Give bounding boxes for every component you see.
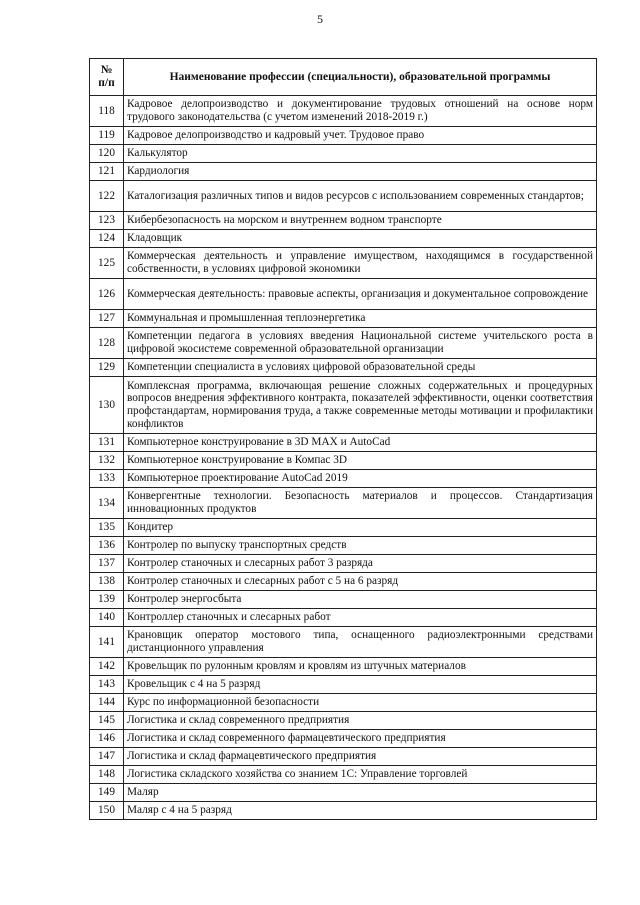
row-program-name: Коммерческая деятельность и управление имуществом, находящимся в государственной собственности, в условиях цифровой экономики [124,248,597,279]
table-row [90,694,597,712]
row-number: 145 [90,712,124,730]
row-program-name: Кондитер [124,519,597,537]
table-row [90,658,597,676]
row-program-name: Кровельщик с 4 на 5 разряд [124,676,597,694]
row-number: 146 [90,730,124,748]
table-row [90,784,597,802]
table-row [90,163,597,181]
row-number: 148 [90,766,124,784]
professions-table [89,58,597,820]
table-row [90,145,597,163]
row-number: 132 [90,452,124,470]
table-row [90,712,597,730]
table-row [90,328,597,359]
row-program-name: Компьютерное конструирование в 3D MAX и AutoCad [124,434,597,452]
row-number: 124 [90,230,124,248]
row-program-name: Логистика складского хозяйства со знанием 1С: Управление торговлей [124,766,597,784]
table-row [90,248,597,279]
row-program-name: Крановщик оператор мостового типа, оснащенного радиоэлектронными средствами дистанционного управления [124,627,597,658]
row-program-name: Кровельщик по рулонным кровлям и кровлям из штучных материалов [124,658,597,676]
row-number: 140 [90,609,124,627]
row-number: 131 [90,434,124,452]
row-program-name: Маляр [124,784,597,802]
row-program-name: Компетенции специалиста в условиях цифровой образовательной среды [124,359,597,377]
row-number: 120 [90,145,124,163]
row-program-name: Кладовщик [124,230,597,248]
row-number: 127 [90,310,124,328]
row-number: 135 [90,519,124,537]
table-row [90,127,597,145]
row-program-name: Маляр с 4 на 5 разряд [124,802,597,820]
row-number: 149 [90,784,124,802]
table-row [90,279,597,310]
header-num: № п/п [90,59,124,96]
table-row [90,230,597,248]
row-number: 150 [90,802,124,820]
row-number: 138 [90,573,124,591]
row-program-name: Логистика и склад современного фармацевтического предприятия [124,730,597,748]
row-program-name: Курс по информационной безопасности [124,694,597,712]
table-row [90,766,597,784]
row-number: 144 [90,694,124,712]
table-row [90,96,597,127]
row-program-name: Конвергентные технологии. Безопасность материалов и процессов. Стандартизация инновационных продуктов [124,488,597,519]
row-program-name: Контролер станочных и слесарных работ с 5 на 6 разряд [124,573,597,591]
table-row [90,627,597,658]
table-body [90,96,597,820]
row-number: 118 [90,96,124,127]
row-program-name: Коммунальная и промышленная теплоэнергетика [124,310,597,328]
table-row [90,359,597,377]
row-program-name: Калькулятор [124,145,597,163]
row-program-name: Кадровое делопроизводство и документирование трудовых отношений на основе норм трудового законодательства (с учетом изменений 2018-2019 г.) [124,96,597,127]
row-program-name: Комплексная программа, включающая решение сложных содержательных и процедурных вопросов внедрения эффективного контракта, показателей эффективности, оценки соответствия профстандартам, нормирования труда, а также современные методы мотивации и профилактики конфликтов [124,377,597,434]
row-number: 139 [90,591,124,609]
row-number: 141 [90,627,124,658]
page-number: 5 [317,12,323,26]
header-name: Наименование профессии (специальности), образовательной программы [124,59,597,96]
table-row [90,434,597,452]
table-header-row [90,59,597,96]
row-program-name: Компьютерное конструирование в Компас 3D [124,452,597,470]
table-row [90,452,597,470]
row-program-name: Логистика и склад современного предприятия [124,712,597,730]
table-row [90,470,597,488]
table-row [90,573,597,591]
table-row [90,212,597,230]
table-row [90,676,597,694]
table-row [90,537,597,555]
row-number: 133 [90,470,124,488]
row-number: 147 [90,748,124,766]
row-program-name: Компетенции педагога в условиях введения Национальной системе учительского роста в цифровой экосистеме современной образовательной организации [124,328,597,359]
row-number: 137 [90,555,124,573]
table-row [90,802,597,820]
row-program-name: Контролер станочных и слесарных работ 3 разряда [124,555,597,573]
row-number: 143 [90,676,124,694]
row-program-name: Логистика и склад фармацевтического предприятия [124,748,597,766]
row-program-name: Контролер по выпуску транспортных средств [124,537,597,555]
table-row [90,748,597,766]
row-number: 128 [90,328,124,359]
row-program-name: Кибербезопасность на морском и внутреннем водном транспорте [124,212,597,230]
table-row [90,488,597,519]
row-program-name: Компьютерное проектирование AutoCad 2019 [124,470,597,488]
row-number: 136 [90,537,124,555]
row-program-name: Каталогизация различных типов и видов ресурсов с использованием современных стандартов; [124,181,597,212]
row-program-name: Контролер энергосбыта [124,591,597,609]
table-row [90,555,597,573]
row-number: 121 [90,163,124,181]
table-row [90,591,597,609]
table-row [90,310,597,328]
row-number: 122 [90,181,124,212]
table-row [90,730,597,748]
row-number: 130 [90,377,124,434]
table-row [90,181,597,212]
row-program-name: Контроллер станочных и слесарных работ [124,609,597,627]
row-program-name: Кадровое делопроизводство и кадровый учет. Трудовое право [124,127,597,145]
table-row [90,609,597,627]
row-number: 119 [90,127,124,145]
table-row [90,519,597,537]
table-row [90,377,597,434]
row-number: 129 [90,359,124,377]
row-program-name: Коммерческая деятельность: правовые аспекты, организация и документальное сопровождение [124,279,597,310]
row-number: 142 [90,658,124,676]
row-program-name: Кардиология [124,163,597,181]
row-number: 134 [90,488,124,519]
row-number: 126 [90,279,124,310]
row-number: 123 [90,212,124,230]
row-number: 125 [90,248,124,279]
